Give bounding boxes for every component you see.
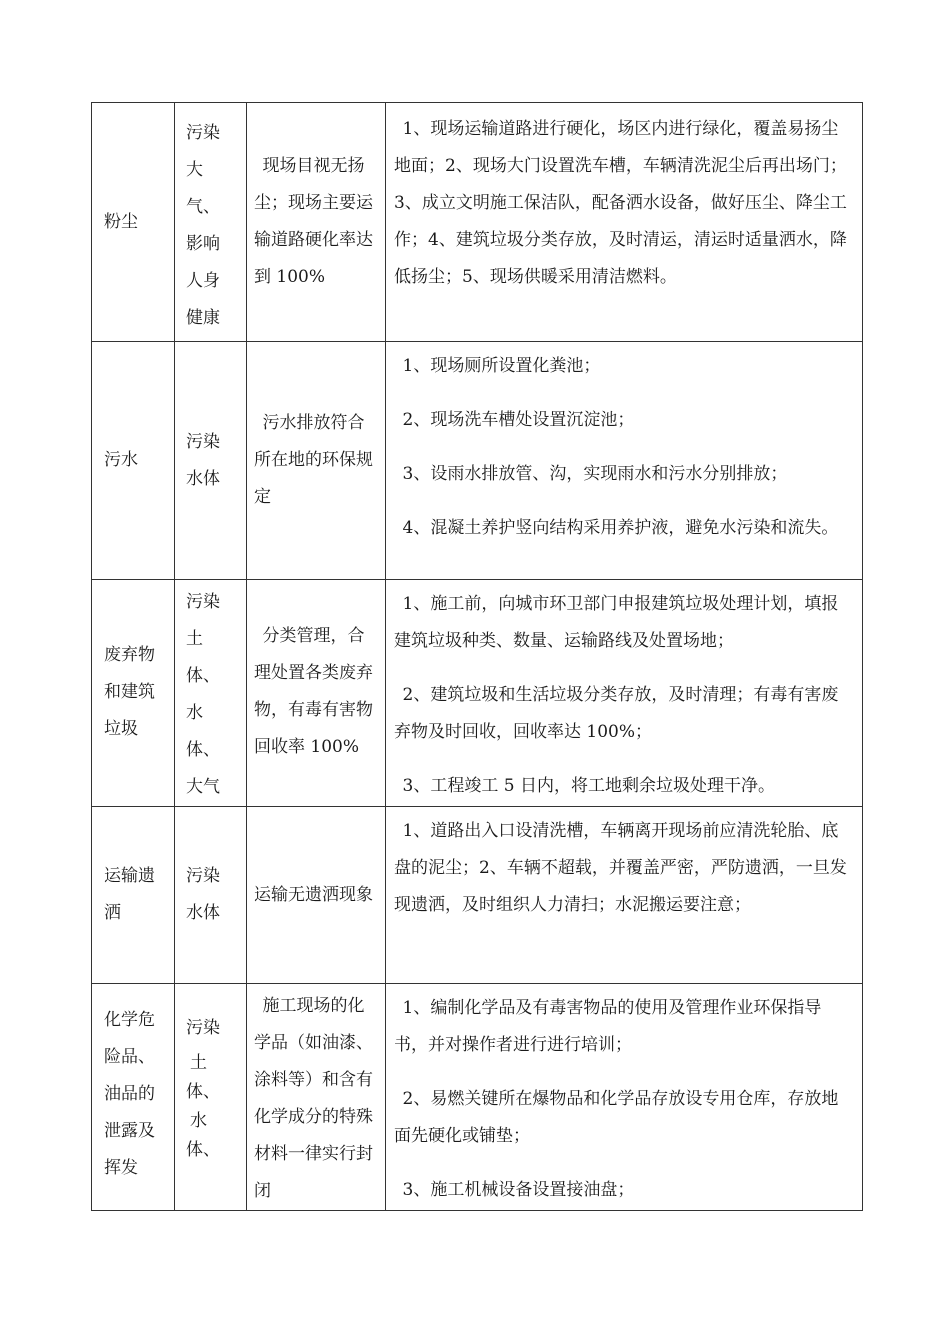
target-text: 分类管理，合理处置各类废弃物，有毒有害物回收率 100% (254, 626, 373, 757)
impact-line: 水体 (186, 468, 220, 489)
target-text: 现场目视无扬尘；现场主要运输道路硬化率达到 100% (254, 156, 373, 287)
impact-line: 体、 (186, 1140, 220, 1160)
factor-text: 运输遗洒 (104, 866, 155, 923)
target-cell (247, 984, 386, 1211)
measures-cell (386, 342, 863, 580)
impact-line: 污染 (186, 1018, 220, 1038)
target-text: 污水排放符合所在地的环保规定 (254, 413, 373, 507)
factor-text: 废弃物和建筑垃圾 (104, 644, 155, 739)
measure-text: 1、现场运输道路进行硬化，场区内进行绿化，覆盖易扬尘地面；2、现场大门设置洗车槽，车辆清洗泥尘后再出场门；3、成立文明施工保洁队，配备洒水设备，做好压尘、降尘工作；4、建筑垃圾分类存放，及时清运，清运时适量洒水，降低扬尘；5、现场供暖采用清洁燃料。 (394, 119, 847, 287)
impact-line: 大 (186, 160, 203, 180)
impact-cell (175, 103, 247, 342)
measure-text: 3、工程竣工 5 日内，将工地剩余垃圾处理干净。 (402, 776, 775, 796)
impact-line: 体、 (186, 1082, 220, 1102)
table-row (92, 984, 863, 1211)
clipped-text-line (394, 924, 854, 930)
measures-cell (386, 580, 863, 807)
factor-cell (92, 984, 175, 1211)
measure-text: 3、施工机械设备设置接油盘； (402, 1180, 635, 1200)
impact-line: 污染 (186, 123, 220, 143)
factor-text: 化学危险品、油品的泄露及挥发 (104, 1010, 155, 1178)
impact-cell (175, 807, 247, 984)
measure-text: 2、建筑垃圾和生活垃圾分类存放，及时清理；有毒有害废弃物及时回收，回收率达 100%； (394, 685, 839, 742)
measure-text: 4、混凝土养护竖向结构采用养护液，避免水污染和流失。 (402, 518, 839, 538)
measure-text: 3、设雨水排放管、沟，实现雨水和污水分别排放； (402, 464, 788, 484)
impact-line: 水 (186, 703, 203, 723)
measure-text: 2、易燃关键所在爆物品和化学品存放设专用仓库，存放地面先硬化或铺垫； (394, 1089, 839, 1146)
impact-line: 土 (190, 1053, 207, 1073)
target-text: 施工现场的化学品（如油漆、涂料等）和含有化学成分的特殊材料一律实行封闭 (254, 996, 373, 1201)
measures-cell (386, 984, 863, 1211)
impact-cell (175, 984, 247, 1211)
impact-line: 体、 (186, 666, 220, 686)
factor-cell (92, 342, 175, 580)
measure-text: 1、施工前，向城市环卫部门申报建筑垃圾处理计划，填报建筑垃圾种类、数量、运输路线及处置场地； (394, 594, 839, 651)
table-row (92, 580, 863, 807)
impact-line: 水 (190, 1111, 207, 1131)
impact-line: 大气 (186, 777, 220, 797)
impact-line: 影响 (186, 234, 220, 254)
impact-line: 水体 (186, 903, 220, 923)
impact-line: 土 (186, 629, 203, 649)
table-row (92, 103, 863, 342)
impact-cell (175, 580, 247, 807)
measure-text: 1、编制化学品及有毒害物品的使用及管理作业环保指导书，并对操作者进行进行培训； (394, 998, 822, 1055)
impact-line: 健康 (186, 308, 220, 328)
impact-line: 人身 (186, 271, 220, 291)
factor-text: 粉尘 (104, 211, 138, 232)
measures-cell (386, 807, 863, 984)
target-cell (247, 103, 386, 342)
target-cell (247, 807, 386, 984)
measures-cell (386, 103, 863, 342)
factor-text: 污水 (104, 450, 138, 470)
impact-line: 体、 (186, 740, 220, 760)
table-row (92, 807, 863, 984)
measure-text: 2、现场洗车槽处设置沉淀池； (402, 410, 635, 430)
measure-text: 1、现场厕所设置化粪池； (402, 356, 601, 376)
impact-cell (175, 342, 247, 580)
target-cell (247, 580, 386, 807)
impact-line: 污染 (186, 866, 220, 886)
factor-cell (92, 580, 175, 807)
table-row (92, 342, 863, 580)
impact-line: 污染 (186, 592, 220, 612)
environment-measures-table (91, 102, 863, 1211)
impact-line: 污染 (186, 431, 220, 452)
impact-line: 气、 (186, 197, 220, 217)
factor-cell (92, 807, 175, 984)
measure-text: 1、道路出入口设清洗槽，车辆离开现场前应清洗轮胎、底盘的泥尘；2、车辆不超载，并覆盖严密，严防遗洒，一旦发现遗洒，及时组织人力清扫；水泥搬运要注意； (394, 821, 847, 915)
target-cell (247, 342, 386, 580)
factor-cell (92, 103, 175, 342)
target-text: 运输无遗洒现象 (254, 884, 373, 905)
